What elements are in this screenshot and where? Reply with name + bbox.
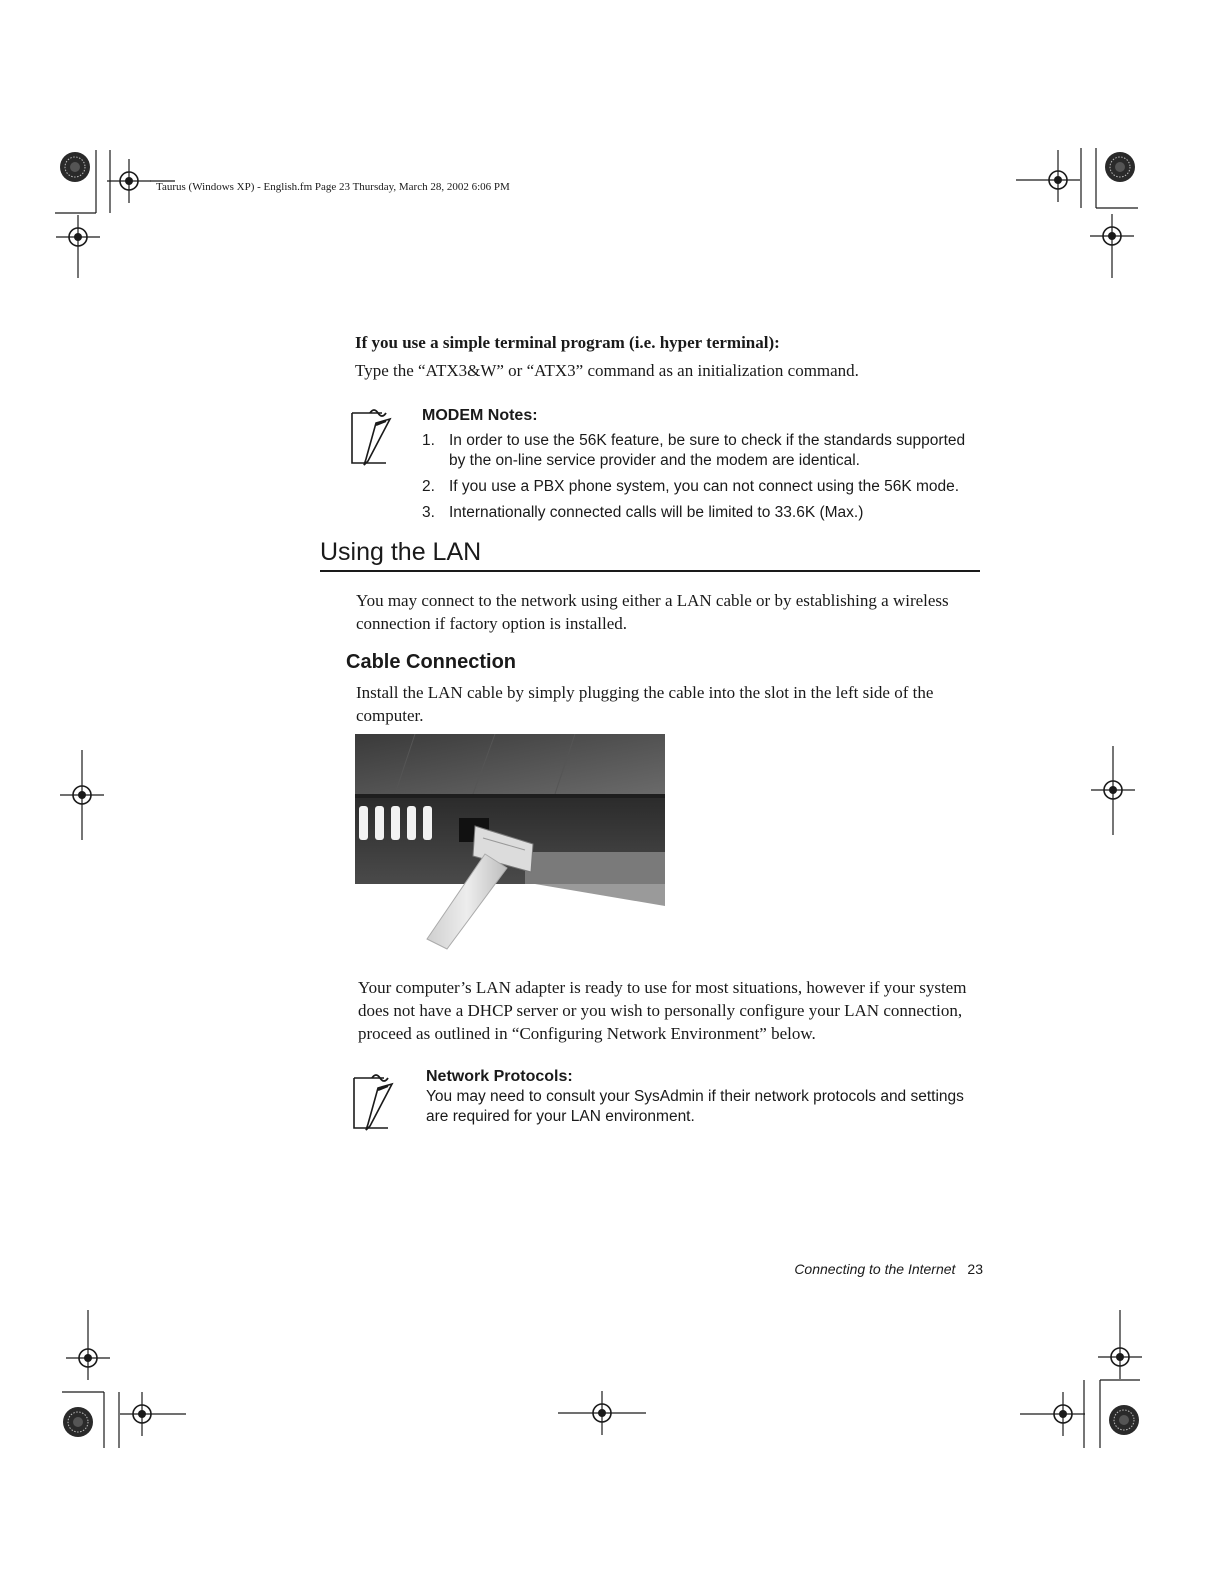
footer-chapter: Connecting to the Internet bbox=[794, 1261, 956, 1277]
lan-adapter-paragraph: Your computer’s LAN adapter is ready to use for most situations, however if your system does not have a DHCP server or you wish to personally configure your LAN connection, proceed as outlined in “Configuring Network Environment” below. bbox=[358, 978, 967, 1043]
list-item bbox=[422, 431, 982, 471]
list-item-text: If you use a PBX phone system, you can not connect using the 56K mode. bbox=[449, 478, 960, 495]
list-item bbox=[422, 503, 982, 523]
section-title-using-the-lan: Using the LAN bbox=[320, 538, 482, 566]
terminal-instruction: Type the “ATX3&W” or “ATX3” command as an initialization command. bbox=[355, 361, 859, 380]
network-note-text: You may need to consult your SysAdmin if their network protocols and settings are required for your LAN environment. bbox=[426, 1088, 964, 1125]
modem-note-list bbox=[422, 431, 982, 529]
terminal-heading: If you use a simple terminal program (i.e. hyper terminal): bbox=[355, 333, 780, 352]
modem-note-title: MODEM Notes: bbox=[422, 407, 538, 424]
list-item-number: 1. bbox=[422, 432, 435, 449]
note-pad-icon bbox=[348, 1070, 404, 1134]
list-item bbox=[422, 477, 982, 497]
list-item-number: 3. bbox=[422, 504, 435, 521]
section-divider bbox=[320, 570, 980, 572]
subsection-title-cable-connection: Cable Connection bbox=[346, 651, 517, 673]
page-footer bbox=[794, 1261, 983, 1277]
cable-connection-paragraph: Install the LAN cable by simply plugging the cable into the slot in the left side of the computer. bbox=[356, 683, 934, 725]
list-item-number: 2. bbox=[422, 478, 435, 495]
lan-intro-paragraph: You may connect to the network using either a LAN cable or by establishing a wireless connection if factory option is installed. bbox=[356, 591, 949, 633]
note-pad-icon bbox=[346, 405, 402, 469]
lan-cable-photo bbox=[355, 734, 667, 954]
list-item-text: In order to use the 56K feature, be sure to check if the standards supported by the on-line service provider and the modem are identical. bbox=[449, 432, 966, 469]
network-note-title: Network Protocols: bbox=[426, 1068, 573, 1085]
print-header-line: Taurus (Windows XP) - English.fm Page 23 Thursday, March 28, 2002 6:06 PM bbox=[156, 181, 510, 193]
list-item-text: Internationally connected calls will be limited to 33.6K (Max.) bbox=[449, 504, 864, 521]
page-number: 23 bbox=[967, 1261, 983, 1277]
